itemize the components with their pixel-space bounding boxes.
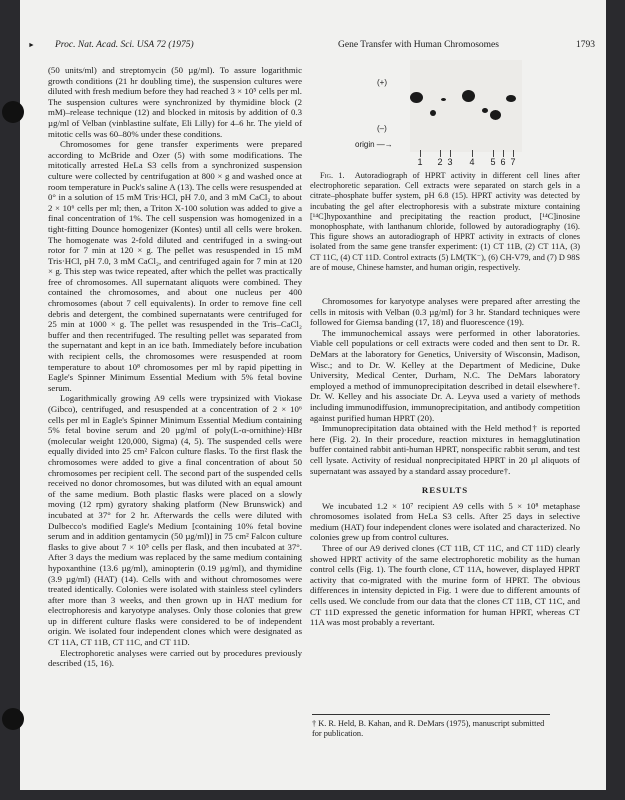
footnote: † K. R. Held, B. Kahan, and R. DeMars (1975), manuscript submitted for publication. (312, 719, 545, 739)
cathode-label: (–) (377, 124, 387, 133)
paragraph: Logarithmically growing A9 cells were trypsinized with Viokase (Gibco), centrifuged, and resuspended at a concentration of 2 × 10⁶ cells per ml in Eagle's Spinner Minimum Essential Medium containing 5% fetal bovine serum and 20 µg/ml of poly(L-α-ornithine)·HBr (molecular weight 120,000, Sigma) (4, 5). The suspended cells were equally divided into 25 cm² Falcon culture flasks. To the first flask the chromosomes were added to give a final concentration of about 50 chromosomes per recipient cell. The second part of the suspended cells received no donor chromosomes, but was diluted with an equal amount of the same medium. Both plastic flasks were placed on a slowly moving (12 rpm) gyratory shaking platform (New Brunswick) and incubated at 37° for 2 hr. Afterwards the cells were diluted with Dulbecco's modified Eagle's Medium [containing 10% fetal bovine serum and in addition gentamycin (50 µg/ml)] in 75 cm² Falcon culture flasks to give about 7 × 10⁵ cells per flask, and then incubated at 37°. After 3 days the medium was replaced by the same medium containing hypoxanthine (13.6 µg/ml), aminopterin (0.19 µg/ml), and thymidine (3.9 µg/ml) (HAT) (14). Cells with and without chromosomes were treated identically. Colonies were isolated with stainless steel cylinders after more than 3 weeks, and then grown up in HAT medium for electrophoresis and karyotype analyses. Only those colonies that grew up in different culture flasks were considered to be of independent origin. We isolated four independent clones which were designated as CT 11A, CT 11B, CT 11C, and CT 11D. (48, 393, 302, 648)
lane-4: 4 (467, 150, 477, 167)
lane-5: 5 (488, 150, 498, 167)
paragraph: Immunoprecipitation data obtained with the Held method† is reported here (Fig. 2). In their procedure, reaction mixtures in hemagglutination buffer contained rabbit anti-human HPRT, nonspecific rabbit serum, and test cell lysate. Activity of residual nonprecipitated HPRT in 20 µl aliquots of supernatant was assayed by a standard assay procedure†. (310, 423, 580, 476)
left-column (48, 65, 302, 669)
lane-2: 2 (435, 150, 445, 167)
punch-hole (2, 101, 24, 123)
paragraph: We incubated 1.2 × 10⁷ recipient A9 cells with 5 × 10⁸ metaphase chromosomes isolated from HeLa S3 cells. After 25 days in selective medium (HAT) four independent clones were isolated and characterized. No colonies grew up from control cultures. (310, 500, 580, 543)
paragraph: Electrophoretic analyses were carried out by procedures previously described (15, 16). (48, 647, 302, 669)
lane-7: 7 (508, 150, 518, 167)
spot-lane-2 (430, 110, 436, 116)
origin-label: origin —→ (355, 140, 393, 149)
paper-page (20, 0, 606, 790)
right-column (310, 296, 580, 628)
caption-text: Autoradiograph of HPRT activity in different cell lines after electrophoretic separation. Cell extracts were separated on starch gels in a citrate–phosphate buffer system, pH 6.8 (15). HPRT activity was detected by incubating the gel after electrophoresis with a substrate mixture containing [¹⁴C]hypoxanthine and precipitating the reaction product, [¹⁴C]inosine monophosphate, with lanthanum chloride, followed by autoradiography (16). This figure shows an autoradiograph of HPRT activity in extracts of clones isolated from the same gene transfer experiment: (1) CT 11B, (2) CT 11A, (3) CT 11C, (4) CT 11D. Control extracts (5) LM(TK⁻), (6) CH-V79, and (7) D 98S are of mouse, Chinese hamster, and human origin, respectively. (310, 171, 580, 272)
spot-lane-3 (441, 98, 446, 101)
page-number: 1793 (576, 40, 595, 50)
spot-lane-4 (462, 90, 475, 102)
lane-3: 3 (445, 150, 455, 167)
section-heading-results: RESULTS (421, 485, 469, 496)
figure-caption (310, 171, 580, 273)
footnote-divider (312, 714, 550, 715)
spot-lane-1 (410, 92, 423, 103)
lane-1: 1 (415, 150, 425, 167)
paragraph: Three of our A9 derived clones (CT 11B, CT 11C, and CT 11D) clearly showed HPRT activity of the same electrophoretic mobility as the human control cells (Fig. 1). The fourth clone, CT 11A, however, displayed HPRT activity that co-migrated with the murine form of HPRT. The obvious differences in intensity depicted in Fig. 1 were due to different amounts of cells used. We conclude from our data that the clones CT 11B, CT 11C, and CT 11D expressed the genetic information for human HPRT, whereas CT 11A was most probably a revertant. (310, 543, 580, 628)
figure-1-autoradiograph (330, 60, 530, 168)
margin-arrow-icon: ► (28, 41, 35, 49)
anode-label: (+) (377, 78, 387, 87)
running-title: Gene Transfer with Human Chromosomes (338, 40, 499, 50)
spot-lane-6 (490, 110, 501, 120)
lane-6: 6 (498, 150, 508, 167)
paragraph: Chromosomes for gene transfer experiments were prepared according to McBride and Ozer (5) with some modifications. The mitotically arrested HeLa S3 cells from a synchronized suspension culture were collected by centrifugation at 800 × g and washed once at room temperature in Puck's saline A (13). The cells were resuspended at 0° in a solution of 15 mM Tris·HCl, pH 7.0, and 3 mM CaCl₂ to about 2 × 10⁶ cells per ml; then, a Triton X-100 solution was added to give a final concentration of 1%. The cell suspension was homogenized in a tight-fitting Dounce homogenizer (Kontes) until all cells were broken. The homogenate was 2-fold diluted and centrifuged in a swing-out rotor for 7 min at 120 × g. The pellet was resuspended in 15 mM Tris·HCl, pH 7.0, 3 mM CaCl₂, and centrifuged again for 7 min at 120 × g. This step was twice repeated, after which the pellet was practically free of chromosomes. All supernatant aliquots were combined. They contained the chromosomes, and about one nucleus per 400 chromosomes (about 7 cell equivalents). In order to remove fine cell debris and detergent, the combined supernatants were centrifuged for 25 min at 1000 × g. The pellet was resuspended in the Tris–CaCl₂ buffer and then recentrifuged. The resulting pellet was separated from the supernatant and kept in an ice bath. Immediately before incubation with recipient cells, the chromosomes were resuspended at room temperature to about 10⁸ chromosomes per ml by rapid pipetting in Eagle's Spinner Minimum Essential Medium with 5% fetal bovine serum. (48, 139, 302, 393)
spot-lane-5 (482, 108, 488, 113)
caption-label: Fig. 1. (320, 171, 345, 180)
journal-citation: Proc. Nat. Acad. Sci. USA 72 (1975) (55, 40, 194, 50)
gel-image (410, 60, 522, 152)
paragraph: Chromosomes for karyotype analyses were prepared after arresting the cells in mitosis with Velban (0.3 µg/ml) for 3 hr. Standard techniques were followed for Giemsa banding (17, 18) and fluorescence (19). (310, 296, 580, 328)
spot-lane-7 (506, 95, 516, 102)
paragraph: (50 units/ml) and streptomycin (50 µg/ml). To assure logarithmic growth conditions (21 hr doubling time), the suspension cultures were diluted with fresh medium before they had reached 3 × 10⁵ cells per ml. The suspension cultures were synchronized by thymidine block (2 mM)–release technique (12) and blocked in mitosis by addition of 0.3 µg/ml of Velban (vinblastine sulfate, Eli Lilly) for 4–6 hr. The yield of mitotic cells was 60–80% under these conditions. (48, 65, 302, 139)
paragraph: The immunochemical assays were performed in other laboratories. Viable cell populations or cell extracts were coded and then sent to Dr. R. DeMars at the laboratory for Genetics, University of Wisconsin, Madison, Wisc.; and to Dr. W. Kelley at the Department of Medicine, Duke University, Medical Center, Durham, N.C. The DeMars laboratory employed a method of immunoprecipitation described in detail elsewhere†. Dr. W. Kelley and his associate Dr. A. Leyva used a variety of methods including immunodiffusion, immunoprecipitation, and antibody competition against purified human HPRT (20). (310, 327, 580, 423)
punch-hole (2, 708, 24, 730)
